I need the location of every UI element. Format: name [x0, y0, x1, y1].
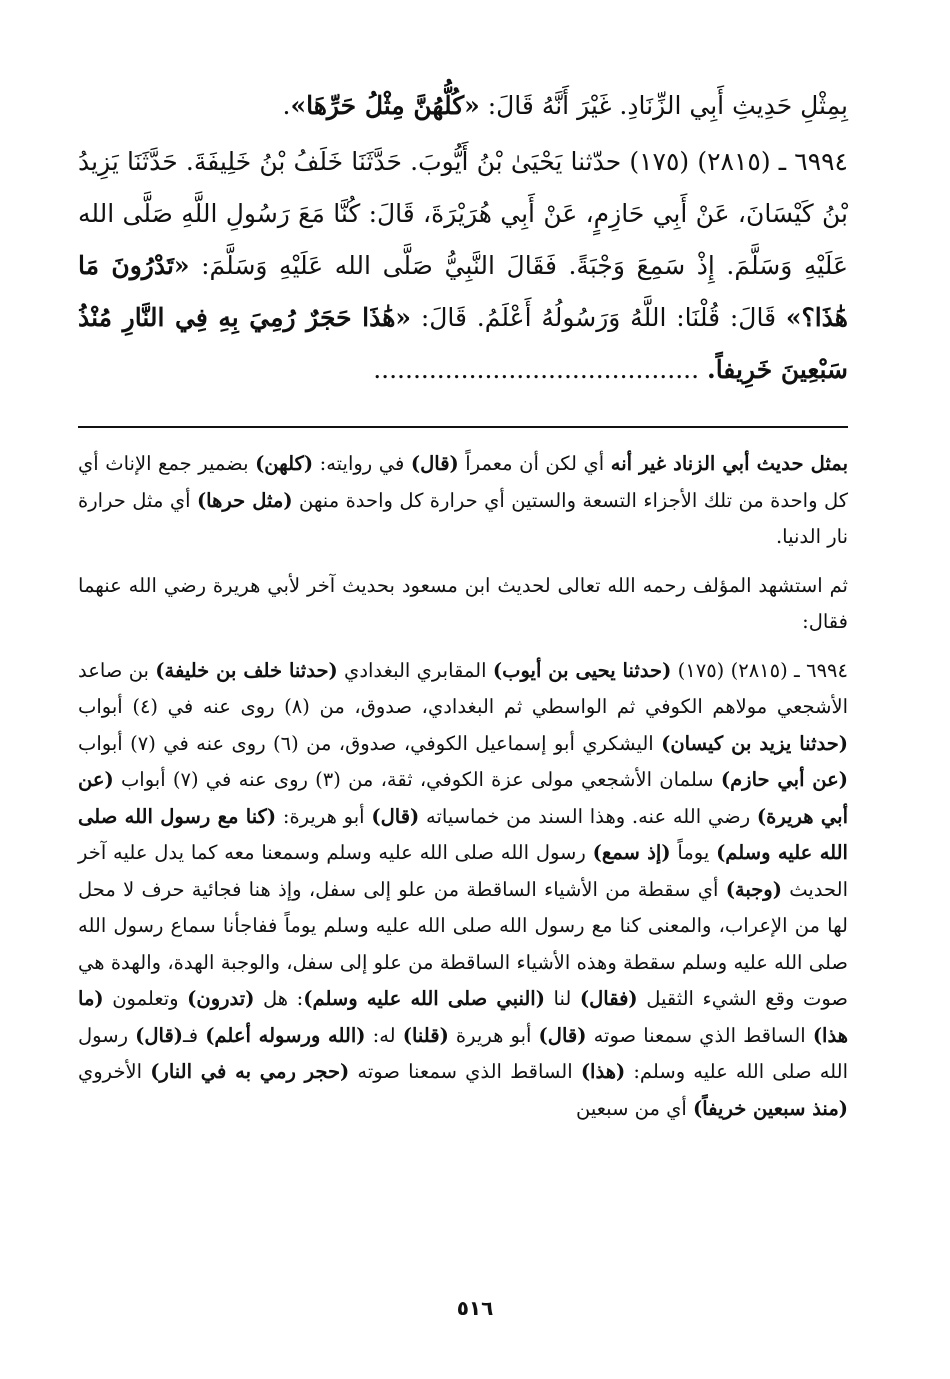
- hadith-quote-tadruna: «تَدْرُونَ مَا هَٰذَا؟»: [78, 251, 848, 332]
- commentary-text-run: فـ: [183, 1023, 206, 1047]
- commentary-bold: (منذ سبعين خريفاً): [692, 1096, 848, 1120]
- commentary-bold: (حدثنا خلف بن خليفة): [155, 658, 338, 682]
- commentary-text-run: أبو هريرة:: [276, 804, 372, 828]
- commentary-text-run: رضي الله عنه. وهذا السند من خماسياته: [419, 804, 757, 828]
- commentary-paragraph-3: [78, 653, 848, 1128]
- commentary-bold: (هذا): [580, 1060, 626, 1083]
- hadith-quote-hajar: «هَٰذَا حَجَرٌ رُمِيَ بِهِ فِي النَّارِ مُنْذُ سَبْعِينَ خَرِيفاً.: [78, 303, 848, 384]
- commentary-bold: (حجر رمي به في النار): [150, 1060, 350, 1083]
- commentary-bold: (قلنا): [402, 1023, 449, 1047]
- footnote-divider: [78, 426, 848, 428]
- commentary-bold: (قال): [538, 1023, 587, 1047]
- commentary-text-run: أي سقطة من الأشياء الساقطة من علو إلى سفل، وإذ هنا فجائية حرف لا محل لها من الإعراب، والمعنى كنا مع رسول الله صلى الله عليه وسلم يوماً ففاجأنا سماع رسول الله صلى الله عليه وسلم سقطة وهذه الأشياء الساقطة من علو إلى سفل، والوجبة الهدة، والهدة هي صوت وقع الشيء الثقيل: [78, 877, 848, 1010]
- commentary-text-run: : هل: [254, 987, 304, 1010]
- commentary-bold: (ما هذا): [78, 987, 848, 1047]
- commentary-bold: (مثل حرها): [196, 488, 293, 512]
- commentary-text-run: أبو هريرة: [448, 1023, 539, 1047]
- hadith-isnad: ٦٩٩٤ ـ (٢٨١٥) (١٧٥) حدّثنا يَحْيَىٰ بْنُ أَيُّوبَ. حَدَّثَنَا خَلَفُ بْنُ خَلِيفَةَ. حَدَّثَنَا يَزِيدُ بْنُ كَيْسَانَ، عَنْ أَبِي حَازِمٍ، عَنْ أَبِي هُرَيْرَةَ، قَالَ: كُنَّا مَعَ رَسُولِ اللَّهِ صَلَّى الله عَلَيْهِ وَسَلَّمَ. إِذْ سَمِعَ وَجْبَةً. فَقَالَ النَّبِيُّ صَلَّى الله عَلَيْهِ وَسَلَّمَ:: [78, 147, 848, 280]
- commentary-text-run: وتعلمون: [103, 987, 188, 1010]
- hadith-paragraph-6994: [78, 136, 848, 396]
- commentary-bold: (تدرون): [187, 987, 255, 1010]
- hadith-line-1-end: .: [282, 91, 291, 120]
- commentary-text-run: الأخروي: [78, 1060, 151, 1083]
- commentary-text-run: اليشكري أبو إسماعيل الكوفي، صدوق، من (٦) روى عنه في (٧) أبواب: [78, 731, 662, 755]
- commentary-text-run: ٦٩٩٤ ـ (٢٨١٥) (١٧٥): [671, 658, 849, 682]
- commentary-text-run: لنا: [544, 987, 580, 1010]
- commentary-text-run: له:: [365, 1023, 403, 1047]
- commentary-bold: (عن أبي هريرة): [78, 768, 849, 828]
- commentary-text-run: الساقط الذي سمعنا صوته: [349, 1060, 581, 1083]
- commentary-bold: (عن أبي حازم): [720, 768, 849, 791]
- commentary-text-run: رسول الله صلى الله عليه وسلم وسمعنا معه كما يدل عليه آخر الحديث: [78, 841, 848, 901]
- page-number: ٥١٦: [456, 1296, 494, 1320]
- commentary-text-run: المقابري البغدادي: [337, 658, 493, 682]
- hadith-answer: قَالَ: قُلْنَا: اللَّهُ وَرَسُولُهُ أَعْلَمُ. قَالَ:: [411, 303, 786, 332]
- commentary-bold: (حدثنا يحيى بن أيوب): [492, 658, 672, 682]
- commentary-bold: (كلهن): [255, 452, 314, 475]
- commentary-bold: (قال): [135, 1023, 184, 1047]
- commentary-text: [78, 446, 848, 1127]
- commentary-bold: (وجبة): [725, 877, 782, 901]
- commentary-text-run: يوماً: [670, 841, 717, 864]
- commentary-text-run: بن صاعد الأشجعي مولاهم الكوفي ثم الواسطي ثم البغدادي، صدوق، من (٨) روى عنه في (٤) أبواب: [78, 658, 849, 718]
- hadith-quote-1: «كُلُّهُنَّ مِثْلُ حَرِّهَا»: [290, 91, 480, 120]
- hadith-text: [78, 80, 848, 396]
- commentary-bold: (الله ورسوله أعلم): [205, 1023, 366, 1047]
- hadith-line-1: [78, 80, 848, 132]
- commentary-text-run: الساقط الذي سمعنا صوته: [586, 1023, 813, 1047]
- commentary-text-run: رسول الله صلى الله عليه وسلم:: [78, 1023, 849, 1083]
- hadith-line-1-text: بِمِثْلِ حَدِيثِ أَبِي الزِّنَادِ. غَيْرَ أَنَّهُ قَالَ:: [479, 91, 848, 120]
- commentary-paragraph-2: ثم استشهد المؤلف رحمه الله تعالى لحديث ابن مسعود بحديث آخر لأبي هريرة رضي الله عنهما فقال:: [78, 573, 848, 633]
- commentary-text-run: أي مثل حرارة نار الدنيا.: [78, 488, 848, 548]
- commentary-bold: (حدثنا يزيد بن كيسان): [661, 731, 849, 755]
- commentary-text-run: في روايته:: [313, 452, 411, 475]
- commentary-text-run: أي لكن أن معمراً: [458, 452, 611, 475]
- commentary-bold: (قال): [371, 804, 420, 828]
- commentary-paragraph-1: [78, 446, 848, 556]
- commentary-text-run: بضمير جمع الإناث أي كل واحدة من تلك الأجزاء التسعة والستين أي حرارة كل واحدة منهن: [78, 452, 848, 512]
- commentary-text-run: أي من سبعين: [576, 1096, 693, 1120]
- commentary-bold: بمثل حديث أبي الزناد غير أنه: [610, 452, 848, 475]
- commentary-bold: (فقال): [579, 987, 638, 1010]
- commentary-bold: (إذ سمع): [592, 841, 671, 864]
- commentary-bold: (كنا مع رسول الله صلى الله عليه وسلم): [78, 804, 848, 864]
- book-page: [78, 80, 848, 1139]
- commentary-bold: (النبي صلى الله عليه وسلم): [303, 987, 545, 1010]
- commentary-bold: (قال): [410, 452, 459, 475]
- commentary-text-run: سلمان الأشجعي مولى عزة الكوفي، ثقة، من (٣) روى عنه في (٧) أبواب: [113, 768, 721, 791]
- hadith-dots: .........................................: [373, 355, 707, 384]
